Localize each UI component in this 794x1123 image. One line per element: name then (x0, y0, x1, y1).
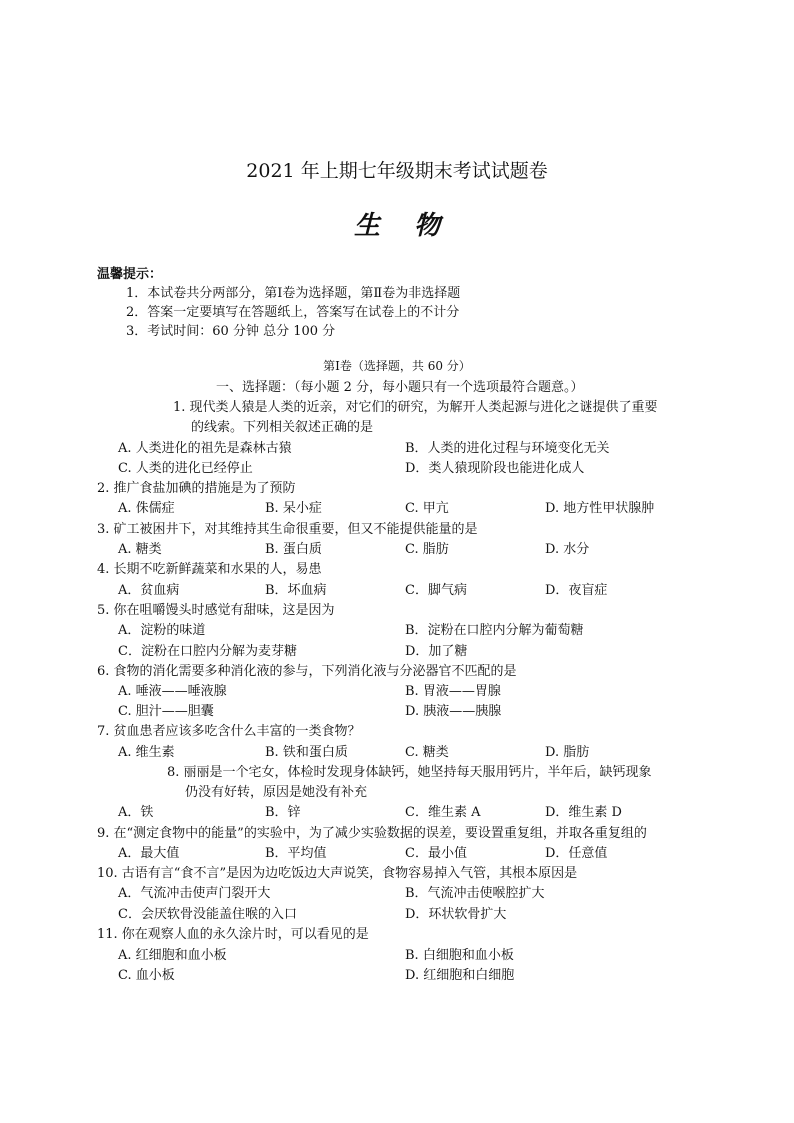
option-b: B．淀粉在口腔内分解为葡萄糖 (405, 623, 584, 638)
option-c: C. 脂肪 (405, 542, 449, 557)
tip-item: 1．本试卷共分两部分，第Ⅰ卷为选择题，第Ⅱ卷为非选择题 (126, 286, 461, 301)
question-text-cont: 的线索。下列相关叙述正确的是 (191, 420, 374, 435)
option-d: D. 水分 (545, 542, 590, 557)
option-b: B. 呆小症 (265, 501, 322, 516)
option-a: A．贫血病 (118, 583, 180, 598)
option-c: C. 甲亢 (405, 501, 449, 516)
question-text: 2. 推广食盐加碘的措施是为了预防 (97, 481, 296, 496)
option-a: A. 维生素 (118, 745, 175, 760)
option-c: C. 胆汁——胆囊 (118, 704, 214, 719)
question-text: 9. 在“测定食物中的能量”的实验中，为了减少实验数据的误差，要设置重复组，并取各重复组的 (97, 826, 647, 841)
option-d: D．类人猿现阶段也能进化成人 (405, 461, 585, 476)
option-b: B．人类的进化过程与环境变化无关 (405, 441, 610, 456)
option-c: C. 血小板 (118, 968, 175, 983)
question-text: 3. 矿工被困井下，对其维持其生命很重要，但又不能提供能量的是 (97, 522, 478, 537)
option-d: D．维生素 D (545, 805, 622, 820)
option-d: D．任意值 (545, 846, 608, 861)
option-a: A．淀粉的味道 (118, 623, 206, 638)
question-text-cont: 仍没有好转，原因是她没有补充 (185, 785, 368, 800)
option-d: D. 胰液——胰腺 (405, 704, 502, 719)
option-b: B．锌 (265, 805, 301, 820)
question-text: 10. 古语有言“食不言”是因为边吃饭边大声说笑，食物容易掉入气管，其根本原因是 (97, 866, 578, 881)
option-a: A. 人类进化的祖先是森林古猿 (118, 441, 292, 456)
section-title: 第Ⅰ卷（选择题，共 60 分） (323, 359, 471, 373)
option-c: C．维生素 A (405, 805, 481, 820)
option-c: C．脚气病 (405, 583, 467, 598)
subject-char-2: 物 (414, 211, 443, 241)
option-a: A．铁 (118, 805, 154, 820)
option-b: B．气流冲击使喉腔扩大 (405, 886, 545, 901)
option-a: A. 侏儒症 (118, 501, 175, 516)
question-text: 5. 你在咀嚼馒头时感觉有甜味，这是因为 (97, 603, 335, 618)
question-text: 7. 贫血患者应该多吃含什么丰富的一类食物？ (97, 724, 361, 739)
tip-item: 2．答案一定要填写在答题纸上，答案写在试卷上的不计分 (126, 305, 460, 320)
option-b: B. 白细胞和血小板 (405, 948, 514, 963)
option-b: B. 胃液——胃腺 (405, 684, 501, 699)
option-a: A. 红细胞和血小板 (118, 948, 227, 963)
option-c: C．最小值 (405, 846, 467, 861)
section-instruction: 一、选择题：（每小题 2 分，每小题只有一个选项最符合题意。） (216, 380, 584, 395)
option-c: C．淀粉在口腔内分解为麦芽糖 (118, 644, 297, 659)
option-a: A．最大值 (118, 846, 180, 861)
option-d: D．环状软骨扩大 (405, 907, 507, 922)
exam-title: 2021 年上期七年级期末考试试题卷 (246, 160, 548, 182)
option-d: D. 脂肪 (545, 745, 590, 760)
option-c: C. 糖类 (405, 745, 449, 760)
option-c: C. 人类的进化已经停止 (118, 461, 253, 476)
option-d: D．加了糖 (405, 644, 468, 659)
option-d: D. 地方性甲状腺肿 (545, 501, 655, 516)
option-b: B. 蛋白质 (265, 542, 322, 557)
option-a: A. 糖类 (118, 542, 162, 557)
option-a: A. 唾液——唾液腺 (118, 684, 227, 699)
option-d: D. 红细胞和白细胞 (405, 968, 515, 983)
tips-heading: 温馨提示： (97, 267, 163, 282)
question-text: 1. 现代类人猿是人类的近亲，对它们的研究，为解开人类起源与进化之谜提供了重要 (173, 400, 658, 415)
option-a: A．气流冲击使声门裂开大 (118, 886, 271, 901)
question-text: 8. 丽丽是一个宅女，体检时发现身体缺钙，她坚持每天服用钙片，半年后，缺钙现象 (167, 765, 652, 780)
option-b: B．平均值 (265, 846, 327, 861)
subject-char-1: 生 (354, 211, 383, 241)
question-text: 6. 食物的消化需要多种消化液的参与，下列消化液与分泌器官不匹配的是 (97, 664, 517, 679)
option-c: C．会厌软骨没能盖住喉的入口 (118, 907, 297, 922)
option-b: B．坏血病 (265, 583, 327, 598)
question-text: 4. 长期不吃新鲜蔬菜和水果的人，易患 (97, 562, 322, 577)
question-text: 11. 你在观察人血的永久涂片时，可以看见的是 (97, 927, 369, 942)
tip-item: 3．考试时间：60 分钟 总分 100 分 (126, 324, 336, 339)
option-b: B. 铁和蛋白质 (265, 745, 348, 760)
option-d: D．夜盲症 (545, 583, 608, 598)
